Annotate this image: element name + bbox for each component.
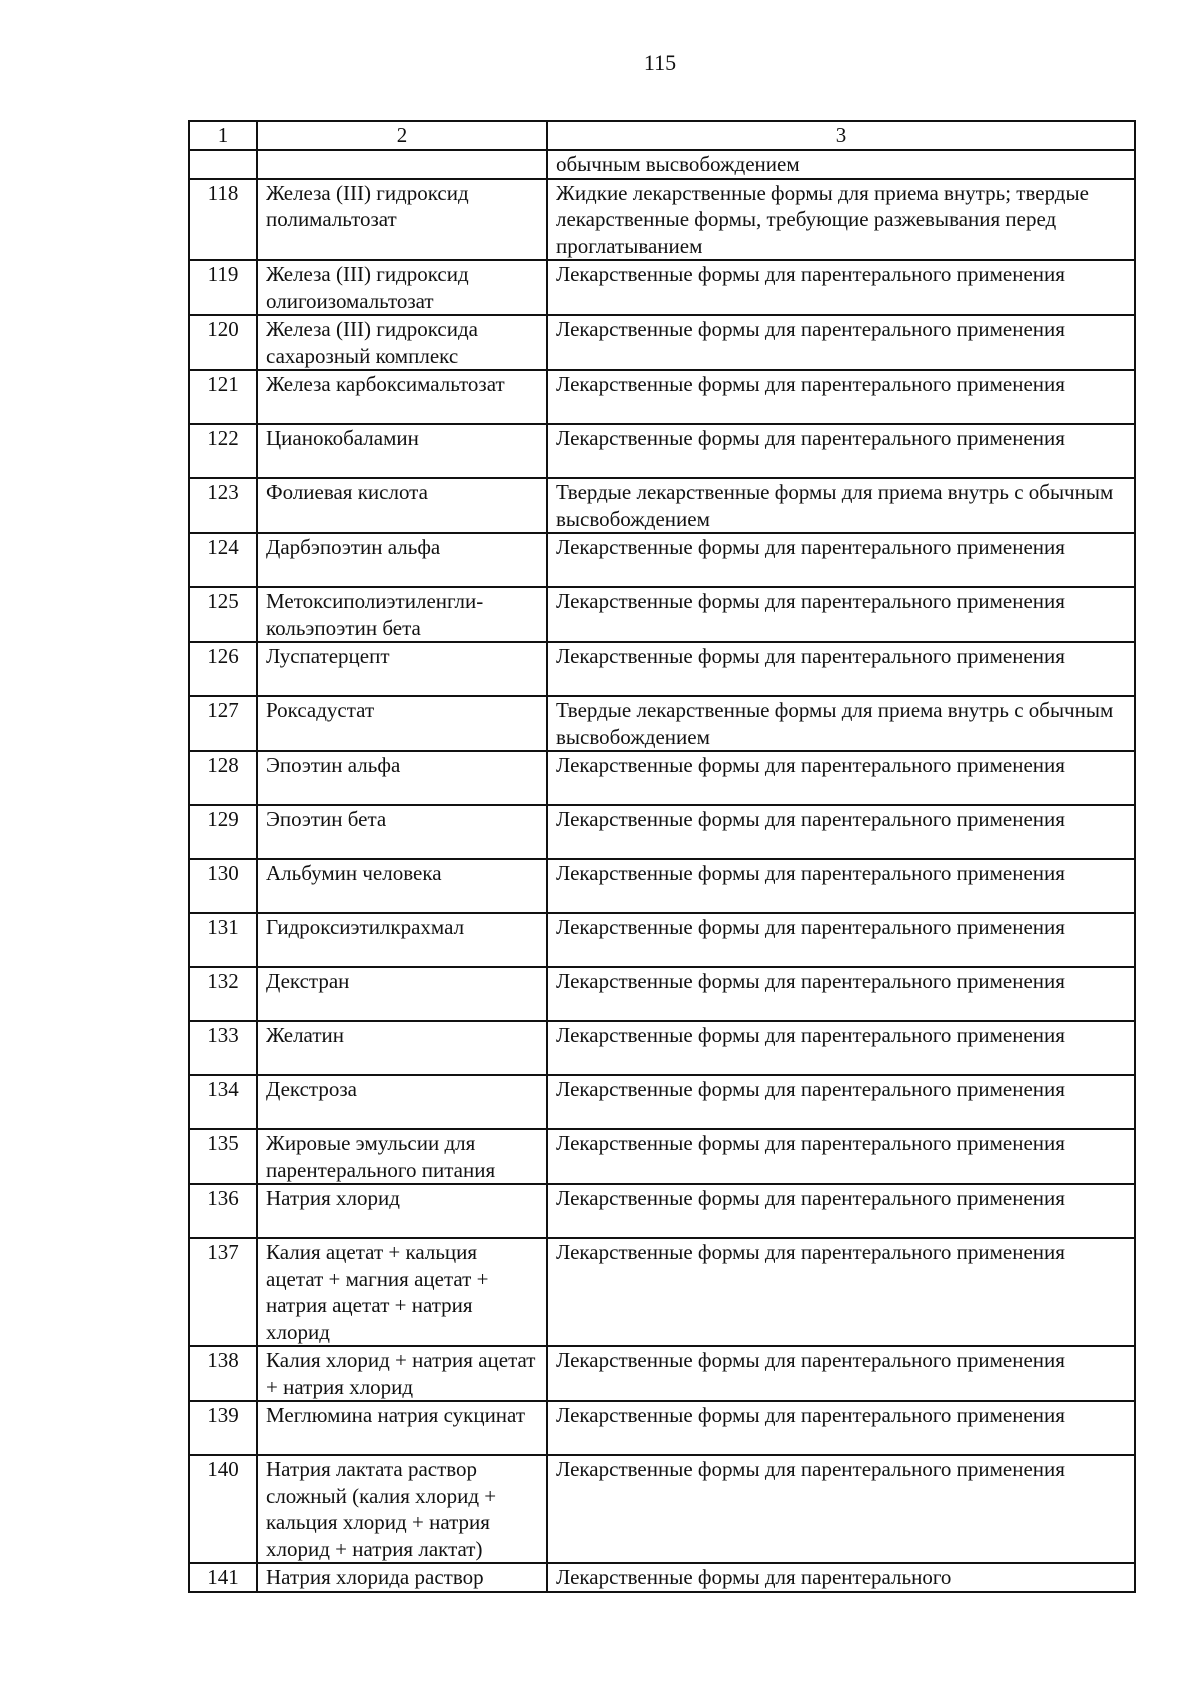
- header-row: [189, 121, 1135, 150]
- drug-table: [188, 120, 1136, 1593]
- dosage-form: Лекарственные формы для парентерального применения: [547, 1129, 1135, 1184]
- dosage-form: Лекарственные формы для парентерального применения: [547, 315, 1135, 370]
- drug-name: Жировые эмульсии для парентерального питания: [257, 1129, 547, 1184]
- table-row: [189, 179, 1135, 261]
- drug-name: Фолиевая кислота: [257, 478, 547, 533]
- page-number: 115: [643, 50, 677, 75]
- row-number: 139: [189, 1401, 257, 1455]
- dosage-form: Лекарственные формы для парентерального: [547, 1563, 1135, 1592]
- table-row: [189, 642, 1135, 696]
- column-header-1: 1: [189, 121, 257, 150]
- drug-name: Желатин: [257, 1021, 547, 1075]
- row-number: 126: [189, 642, 257, 696]
- table-row: [189, 260, 1135, 315]
- dosage-form: Лекарственные формы для парентерального применения: [547, 424, 1135, 478]
- table-row: [189, 478, 1135, 533]
- dosage-form: Лекарственные формы для парентерального применения: [547, 967, 1135, 1021]
- dosage-form: Жидкие лекарственные формы для приема внутрь; твердые лекарственные формы, требующие разжевывания перед проглатыванием: [547, 179, 1135, 261]
- table-row: [189, 859, 1135, 913]
- row-number: 119: [189, 260, 257, 315]
- table-row: [189, 587, 1135, 642]
- dosage-form: Лекарственные формы для парентерального применения: [547, 1021, 1135, 1075]
- row-number: 131: [189, 913, 257, 967]
- drug-name: Калия ацетат + кальция ацетат + магния ацетат + натрия ацетат + натрия хлорид: [257, 1238, 547, 1346]
- drug-name: Калия хлорид + натрия ацетат + натрия хлорид: [257, 1346, 547, 1401]
- dosage-form: Лекарственные формы для парентерального применения: [547, 913, 1135, 967]
- row-number: 120: [189, 315, 257, 370]
- row-number: 141: [189, 1563, 257, 1592]
- column-header-3: 3: [547, 121, 1135, 150]
- dosage-form: Лекарственные формы для парентерального применения: [547, 859, 1135, 913]
- row-number: 130: [189, 859, 257, 913]
- row-number: 137: [189, 1238, 257, 1346]
- drug-name: Железа (III) гидроксид полимальтозат: [257, 179, 547, 261]
- row-number: 127: [189, 696, 257, 751]
- row-number: 138: [189, 1346, 257, 1401]
- table-row: [189, 424, 1135, 478]
- dosage-form: Лекарственные формы для парентерального применения: [547, 1455, 1135, 1563]
- table-row: [189, 1455, 1135, 1563]
- dosage-form: Твердые лекарственные формы для приема внутрь с обычным высвобождением: [547, 696, 1135, 751]
- table-row: [189, 751, 1135, 805]
- drug-name: [257, 150, 547, 179]
- dosage-form: Лекарственные формы для парентерального применения: [547, 1401, 1135, 1455]
- row-number: 123: [189, 478, 257, 533]
- table-row: [189, 696, 1135, 751]
- dosage-form: Лекарственные формы для парентерального применения: [547, 642, 1135, 696]
- table-header: [189, 121, 1135, 150]
- drug-name: Меглюмина натрия сукцинат: [257, 1401, 547, 1455]
- row-number: 134: [189, 1075, 257, 1129]
- table-row: [189, 1563, 1135, 1592]
- drug-name: Гидроксиэтилкрахмал: [257, 913, 547, 967]
- table-row: [189, 150, 1135, 179]
- drug-name: Декстран: [257, 967, 547, 1021]
- drug-name: Роксадустат: [257, 696, 547, 751]
- drug-name: Декстроза: [257, 1075, 547, 1129]
- dosage-form: Лекарственные формы для парентерального применения: [547, 1184, 1135, 1238]
- drug-name: Натрия хлорид: [257, 1184, 547, 1238]
- table-row: [189, 315, 1135, 370]
- row-number: 121: [189, 370, 257, 424]
- drug-name: Луспатерцепт: [257, 642, 547, 696]
- table-row: [189, 805, 1135, 859]
- row-number: 132: [189, 967, 257, 1021]
- dosage-form: Лекарственные формы для парентерального применения: [547, 1346, 1135, 1401]
- row-number: 133: [189, 1021, 257, 1075]
- dosage-form: Лекарственные формы для парентерального применения: [547, 751, 1135, 805]
- drug-name: Натрия хлорида раствор: [257, 1563, 547, 1592]
- table-row: [189, 1346, 1135, 1401]
- dosage-form: Лекарственные формы для парентерального применения: [547, 1238, 1135, 1346]
- dosage-form: Лекарственные формы для парентерального применения: [547, 260, 1135, 315]
- dosage-form: Лекарственные формы для парентерального применения: [547, 587, 1135, 642]
- table-row: [189, 1075, 1135, 1129]
- table-row: [189, 1129, 1135, 1184]
- row-number: 128: [189, 751, 257, 805]
- drug-name: Цианокобаламин: [257, 424, 547, 478]
- row-number: 140: [189, 1455, 257, 1563]
- row-number: 125: [189, 587, 257, 642]
- drug-name: Метоксиполиэтиленгли-кольэпоэтин бета: [257, 587, 547, 642]
- table-row: [189, 1184, 1135, 1238]
- dosage-form: Твердые лекарственные формы для приема внутрь с обычным высвобождением: [547, 478, 1135, 533]
- row-number: 124: [189, 533, 257, 587]
- row-number: 129: [189, 805, 257, 859]
- row-number: 135: [189, 1129, 257, 1184]
- dosage-form: обычным высвобождением: [547, 150, 1135, 179]
- row-number: 122: [189, 424, 257, 478]
- dosage-form: Лекарственные формы для парентерального применения: [547, 533, 1135, 587]
- dosage-form: Лекарственные формы для парентерального применения: [547, 805, 1135, 859]
- column-header-2: 2: [257, 121, 547, 150]
- drug-name: Железа карбоксимальтозат: [257, 370, 547, 424]
- table-row: [189, 1238, 1135, 1346]
- row-number: 118: [189, 179, 257, 261]
- drug-name: Дарбэпоэтин альфа: [257, 533, 547, 587]
- drug-name: Эпоэтин альфа: [257, 751, 547, 805]
- table-row: [189, 1401, 1135, 1455]
- table-row: [189, 967, 1135, 1021]
- table-row: [189, 370, 1135, 424]
- table-body: [189, 150, 1135, 1592]
- row-number: [189, 150, 257, 179]
- drug-name: Эпоэтин бета: [257, 805, 547, 859]
- table-row: [189, 913, 1135, 967]
- row-number: 136: [189, 1184, 257, 1238]
- dosage-form: Лекарственные формы для парентерального применения: [547, 370, 1135, 424]
- table-row: [189, 1021, 1135, 1075]
- drug-name: Натрия лактата раствор сложный (калия хлорид + кальция хлорид + натрия хлорид + натрия лактат): [257, 1455, 547, 1563]
- table-row: [189, 533, 1135, 587]
- drug-name: Железа (III) гидроксида сахарозный комплекс: [257, 315, 547, 370]
- drug-name: Железа (III) гидроксид олигоизомальтозат: [257, 260, 547, 315]
- drug-name: Альбумин человека: [257, 859, 547, 913]
- dosage-form: Лекарственные формы для парентерального применения: [547, 1075, 1135, 1129]
